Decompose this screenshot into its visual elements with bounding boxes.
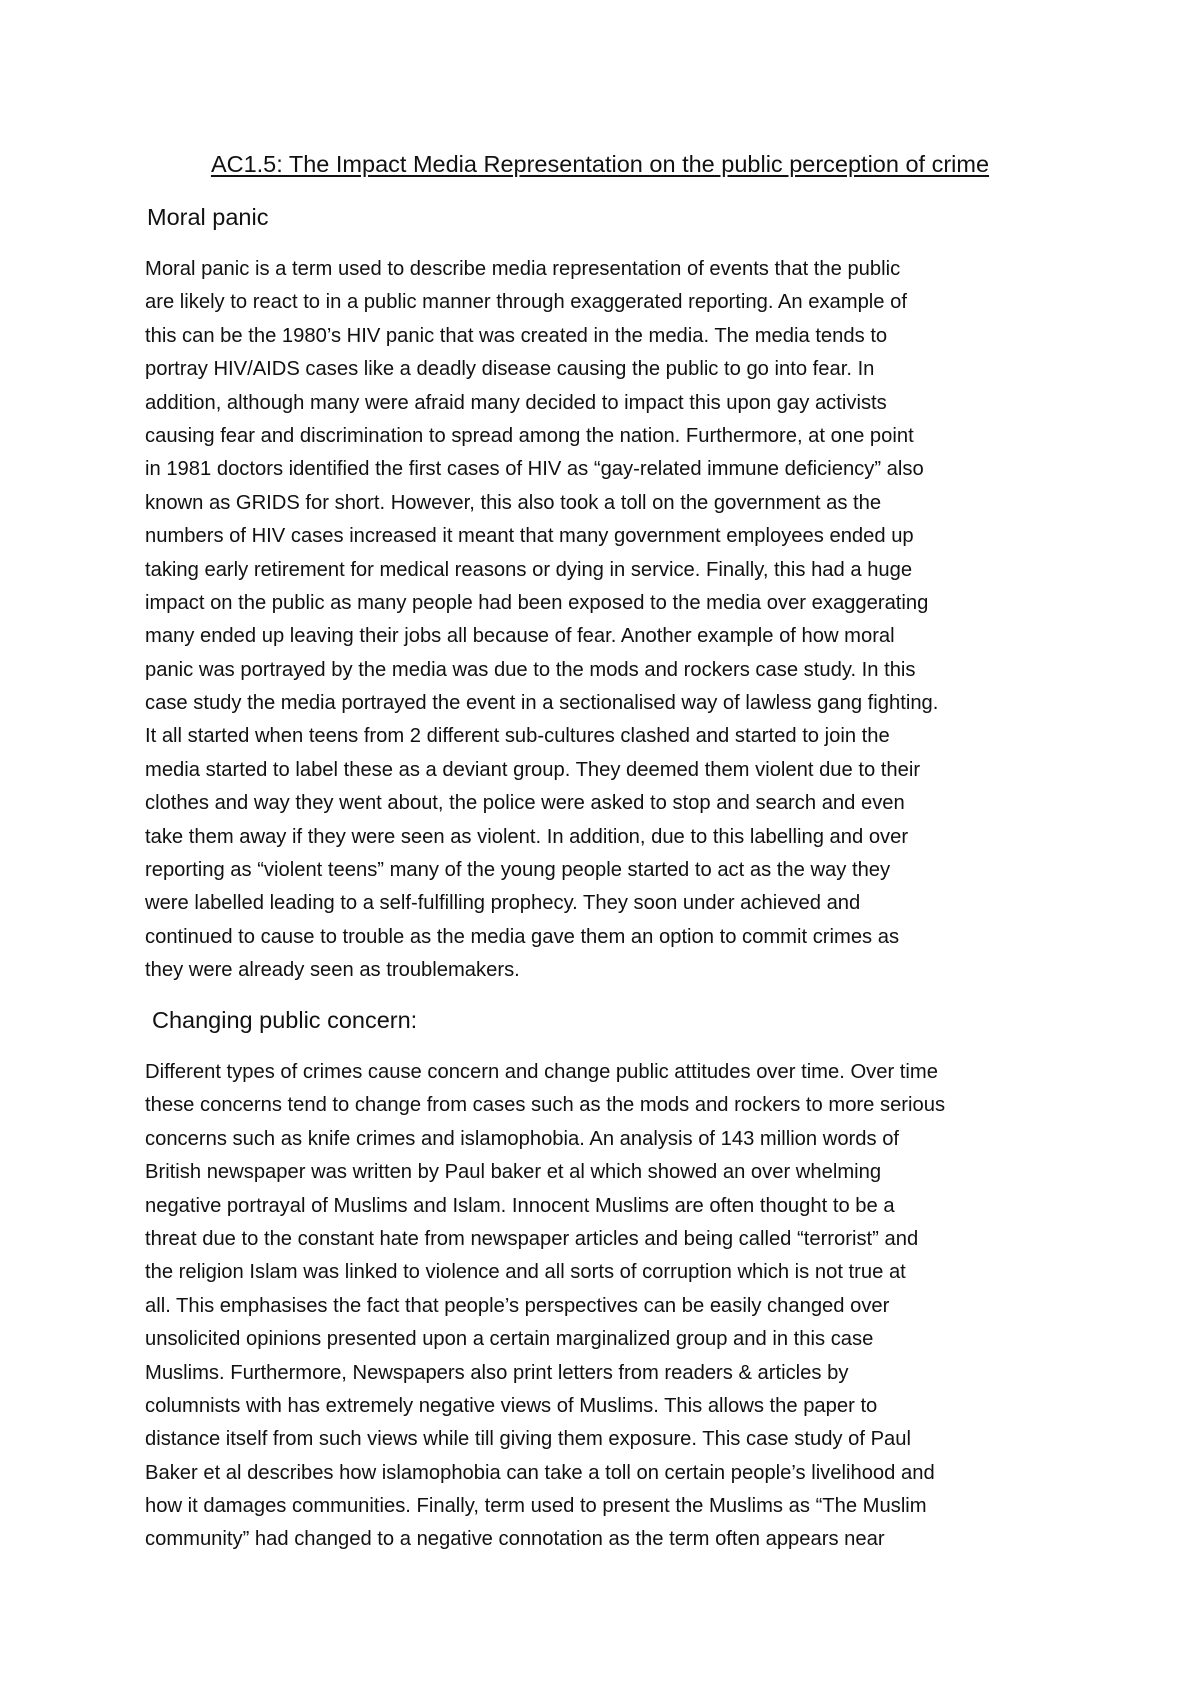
paragraph-line: taking early retirement for medical reasons or dying in service. Finally, this had a huge xyxy=(145,558,913,581)
paragraph-line: case study the media portrayed the event in a sectionalised way of lawless gang fighting. xyxy=(145,692,939,715)
paragraph-line: many ended up leaving their jobs all because of fear. Another example of how moral xyxy=(145,625,895,648)
paragraph-moral-panic xyxy=(145,253,1075,988)
paragraph-line: panic was portrayed by the media was due to the mods and rockers case study. In this xyxy=(145,658,916,681)
paragraph-line: all. This emphasises the fact that people’s perspectives can be easily changed over xyxy=(145,1294,890,1317)
section-heading-moral-panic: Moral panic xyxy=(147,204,269,230)
document-title: AC1.5: The Impact Media Representation on the public perception of crime xyxy=(210,151,990,177)
paragraph-line: this can be the 1980’s HIV panic that was created in the media. The media tends to xyxy=(145,324,888,347)
paragraph-line: It all started when teens from 2 different sub-cultures clashed and started to join the xyxy=(145,725,890,748)
paragraph-line: threat due to the constant hate from newspaper articles and being called “terrorist” and xyxy=(145,1227,919,1250)
section-heading-changing-public-concern: Changing public concern: xyxy=(152,1007,418,1033)
paragraph-line: addition, although many were afraid many decided to impact this upon gay activists xyxy=(145,391,887,414)
paragraph-line: community” had changed to a negative connotation as the term often appears near xyxy=(145,1528,885,1551)
paragraph-line: unsolicited opinions presented upon a certain marginalized group and in this case xyxy=(145,1328,874,1351)
paragraph-line: take them away if they were seen as violent. In addition, due to this labelling and over xyxy=(145,825,909,848)
paragraph-line: are likely to react to in a public manner through exaggerated reporting. An example of xyxy=(145,291,907,314)
paragraph-line: Moral panic is a term used to describe media representation of events that the public xyxy=(145,258,901,280)
paragraph-line: numbers of HIV cases increased it meant that many government employees ended up xyxy=(145,525,914,548)
paragraph-line: negative portrayal of Muslims and Islam. Innocent Muslims are often thought to be a xyxy=(145,1194,895,1217)
paragraph-line: columnists with has extremely negative views of Muslims. This allows the paper to xyxy=(145,1394,878,1417)
paragraph-line: in 1981 doctors identified the first cases of HIV as “gay-related immune deficiency” also xyxy=(145,458,924,481)
paragraph-line: the religion Islam was linked to violence and all sorts of corruption which is not true at xyxy=(145,1261,906,1284)
paragraph-line: impact on the public as many people had been exposed to the media over exaggerating xyxy=(145,591,929,614)
paragraph-line: media started to label these as a deviant group. They deemed them violent due to their xyxy=(145,758,921,781)
paragraph-line: reporting as “violent teens” many of the young people started to act as the way they xyxy=(145,859,891,882)
paragraph-line: concerns such as knife crimes and islamophobia. An analysis of 143 million words of xyxy=(145,1127,900,1150)
paragraph-line: distance itself from such views while till giving them exposure. This case study of Paul xyxy=(145,1428,911,1451)
paragraph-line: Muslims. Furthermore, Newspapers also print letters from readers & articles by xyxy=(145,1361,849,1384)
paragraph-line: Different types of crimes cause concern and change public attitudes over time. Over time xyxy=(145,1061,938,1083)
paragraph-line: how it damages communities. Finally, term used to present the Muslims as “The Muslim xyxy=(145,1495,927,1518)
paragraph-line: portray HIV/AIDS cases like a deadly disease causing the public to go into fear. In xyxy=(145,358,875,381)
paragraph-changing-public-concern xyxy=(145,1056,1075,1557)
paragraph-line: causing fear and discrimination to spread among the nation. Furthermore, at one point xyxy=(145,424,914,447)
paragraph-line: were labelled leading to a self-fulfilling prophecy. They soon under achieved and xyxy=(145,892,861,915)
paragraph-line: British newspaper was written by Paul baker et al which showed an over whelming xyxy=(145,1161,882,1184)
paragraph-line: clothes and way they went about, the police were asked to stop and search and even xyxy=(145,792,905,815)
paragraph-line: continued to cause to trouble as the media gave them an option to commit crimes as xyxy=(145,925,900,948)
paragraph-line: they were already seen as troublemakers. xyxy=(145,959,520,982)
paragraph-line: Baker et al describes how islamophobia can take a toll on certain people’s livelihood and xyxy=(145,1461,935,1484)
paragraph-line: known as GRIDS for short. However, this also took a toll on the government as the xyxy=(145,491,882,514)
paragraph-line: these concerns tend to change from cases such as the mods and rockers to more serious xyxy=(145,1094,946,1117)
